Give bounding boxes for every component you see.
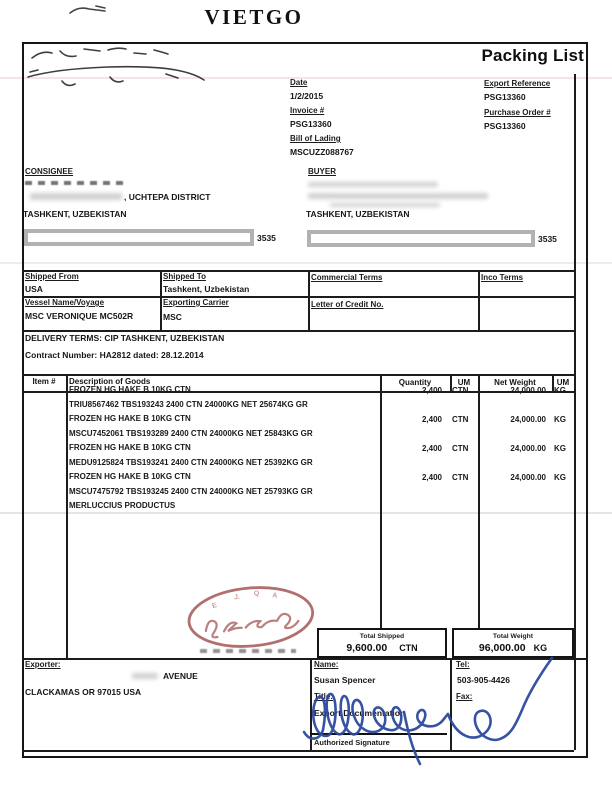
grid-line — [308, 270, 310, 330]
consignee-phone-suffix: 3535 — [257, 233, 276, 243]
document-title: Packing List — [481, 46, 584, 65]
grid-line — [22, 296, 574, 298]
svg-text:A: A — [271, 592, 278, 600]
export-reference-label: Export Reference — [484, 79, 551, 88]
redacted-text — [308, 193, 488, 199]
goods-quantity: 2,400 — [421, 386, 442, 395]
bill-of-lading-label: Bill of Lading — [290, 134, 341, 143]
authorized-signature-label: Authorized Signature — [314, 738, 390, 747]
invoice-label: Invoice # — [290, 106, 325, 115]
goods-description: FROZEN HG HAKE B 10KG CTN — [69, 385, 191, 394]
shipped-to-label: Shipped To — [163, 272, 206, 281]
commercial-terms-label: Commercial Terms — [311, 273, 383, 282]
redacted-scribble — [66, 2, 126, 18]
purchase-order-value: PSG13360 — [484, 121, 526, 131]
inco-terms-label: Inco Terms — [481, 273, 524, 282]
title-label: Title: — [314, 692, 333, 701]
goods-container: TRIU8567462 TBS193243 2400 CTN 24000KG NET 25674KG GR — [69, 400, 308, 409]
col-header-um2: UM — [556, 378, 570, 387]
vessel-value: MSC VERONIQUE MC502R — [25, 311, 134, 321]
svg-text:J.: J. — [233, 593, 241, 602]
goods-weight-um: KG — [554, 473, 566, 482]
purchase-order-label: Purchase Order # — [484, 108, 551, 117]
company-brand: VIETGO — [204, 5, 304, 29]
letter-of-credit-label: Letter of Credit No. — [311, 300, 384, 309]
goods-container: MSCU7452061 TBS193289 2400 CTN 24000KG NET 25843KG GR — [69, 429, 313, 438]
table-line — [380, 374, 382, 628]
name-label: Name: — [314, 660, 339, 669]
goods-quantity: 2,400 — [421, 473, 442, 482]
total-shipped-um: CTN — [399, 643, 418, 653]
contact-tel: 503-905-4426 — [457, 675, 510, 685]
svg-text:E: E — [211, 602, 218, 611]
goods-net-weight: 24,000.00 — [510, 444, 546, 453]
redacted-text — [308, 182, 438, 187]
redacted-phone-bar — [307, 230, 535, 247]
table-line — [22, 374, 574, 376]
vessel-label: Vessel Name/Voyage — [25, 298, 105, 307]
invoice-value: PSG13360 — [290, 119, 332, 129]
exporter-label: Exporter: — [25, 660, 61, 669]
col-header-net-weight: Net Weight — [494, 378, 536, 387]
species-note: MERLUCCIUS PRODUCTUS — [69, 501, 176, 510]
exporting-carrier-label: Exporting Carrier — [163, 298, 229, 307]
exporting-carrier-value: MSC — [163, 312, 182, 322]
total-shipped-value: 9,600.00 — [346, 642, 388, 654]
exporter-address-line2: CLACKAMAS OR 97015 USA — [25, 687, 142, 697]
goods-quantity: 2,400 — [421, 444, 442, 453]
goods-description: FROZEN HG HAKE B 10KG CTN — [69, 414, 191, 423]
goods-um: CTN — [452, 415, 469, 424]
shipped-from-value: USA — [25, 284, 43, 294]
consignee-address: , UCHTEPA DISTRICT — [124, 192, 211, 202]
svg-text:Q: Q — [253, 590, 260, 598]
goods-container: MSCU7475792 TBS193245 2400 CTN 24000KG NET 25793KG GR — [69, 487, 313, 496]
bill-of-lading-value: MSCUZZ088767 — [290, 147, 354, 157]
redacted-text — [30, 193, 122, 200]
grid-line — [160, 270, 162, 330]
shipped-to-value: Tashkent, Uzbekistan — [163, 284, 250, 294]
buyer-label: BUYER — [308, 167, 337, 176]
grid-line — [22, 270, 574, 272]
goods-weight-um: KG — [554, 415, 566, 424]
buyer-city: TASHKENT, UZBEKISTAN — [306, 209, 410, 219]
goods-net-weight: 24,000.00 — [510, 386, 546, 395]
goods-weight-um: KG — [554, 444, 566, 453]
total-weight-um: KG — [533, 643, 548, 653]
redacted-scribble — [26, 44, 262, 88]
date-value: 1/2/2015 — [290, 91, 324, 101]
contact-name: Susan Spencer — [314, 675, 376, 685]
consignee-city: TASHKENT, UZBEKISTAN — [23, 209, 127, 219]
date-label: Date — [290, 78, 308, 87]
goods-description: FROZEN HG HAKE B 10KG CTN — [69, 472, 191, 481]
table-line — [478, 374, 480, 628]
redacted-text — [25, 181, 125, 185]
col-header-item: Item # — [32, 377, 56, 386]
contact-title: Export Documentation — [314, 708, 406, 718]
grid-line — [478, 270, 480, 330]
col-header-description: Description of Goods — [69, 377, 151, 386]
total-shipped-label: Total Shipped — [359, 633, 405, 640]
signature — [298, 650, 570, 768]
goods-um: CTN — [452, 444, 469, 453]
export-reference-value: PSG13360 — [484, 92, 526, 102]
buyer-phone-suffix: 3535 — [538, 234, 557, 244]
redacted-text — [330, 203, 440, 207]
redacted-text — [132, 673, 158, 679]
fax-label: Fax: — [456, 692, 473, 701]
shipped-from-label: Shipped From — [25, 272, 79, 281]
delivery-terms: DELIVERY TERMS: CIP TASHKENT, UZBEKISTAN — [25, 333, 225, 343]
grid-line — [22, 330, 574, 332]
total-weight-label: Total Weight — [492, 633, 534, 640]
goods-weight-um: KG — [554, 386, 566, 395]
goods-container: MEDU9125824 TBS193241 2400 CTN 24000KG NET 25392KG GR — [69, 458, 313, 467]
goods-quantity: 2,400 — [421, 415, 442, 424]
table-line — [66, 374, 68, 658]
goods-description: FROZEN HG HAKE B 10KG CTN — [69, 443, 191, 452]
goods-net-weight: 24,000.00 — [510, 473, 546, 482]
tel-label: Tel: — [456, 660, 470, 669]
contract-number: Contract Number: HA2812 dated: 28.12.2014 — [25, 350, 204, 360]
col-header-um: UM — [457, 378, 471, 387]
right-column-rule — [574, 74, 576, 750]
col-header-quantity: Quantity — [398, 378, 432, 387]
goods-um: CTN — [452, 386, 469, 395]
consignee-label: CONSIGNEE — [25, 167, 74, 176]
redacted-phone-bar — [24, 229, 254, 246]
total-weight-value: 96,000.00 — [478, 642, 526, 654]
exporter-address-line1: AVENUE — [163, 671, 198, 681]
goods-net-weight: 24,000.00 — [510, 415, 546, 424]
company-stamp — [181, 581, 321, 659]
goods-um: CTN — [452, 473, 469, 482]
